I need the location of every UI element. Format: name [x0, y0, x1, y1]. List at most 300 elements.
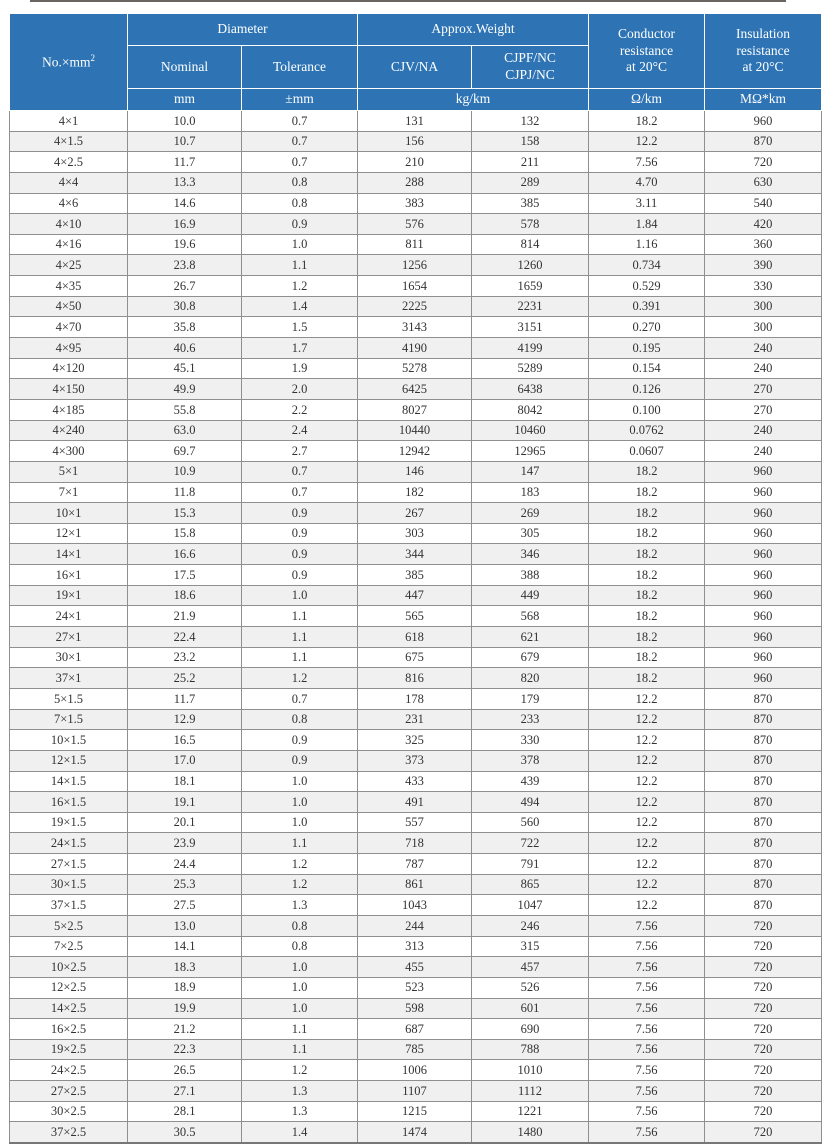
cell-conductor-resistance: 0.100 [589, 399, 705, 420]
cell-weight-cjpf-cjpj: 6438 [472, 379, 589, 400]
cell-insulation-resistance: 720 [705, 1081, 822, 1102]
table-row [10, 1039, 822, 1060]
table-row [10, 688, 822, 709]
unit-weight: kg/km [358, 89, 589, 111]
col-header-tolerance: Tolerance [242, 46, 358, 89]
cell-conductor-resistance: 7.56 [589, 1039, 705, 1060]
cell-tolerance: 0.8 [242, 172, 358, 193]
cell-weight-cjpf-cjpj: 305 [472, 523, 589, 544]
cell-weight-cjv-na: 1474 [358, 1122, 472, 1143]
cell-weight-cjpf-cjpj: 1659 [472, 276, 589, 297]
cell-tolerance: 1.1 [242, 833, 358, 854]
cell-insulation-resistance: 960 [705, 585, 822, 606]
cell-weight-cjpf-cjpj: 1221 [472, 1101, 589, 1122]
cell-nominal-diameter: 11.7 [128, 152, 242, 173]
cell-weight-cjv-na: 313 [358, 936, 472, 957]
cell-weight-cjpf-cjpj: 679 [472, 647, 589, 668]
cell-weight-cjpf-cjpj: 132 [472, 111, 589, 132]
cell-weight-cjpf-cjpj: 179 [472, 688, 589, 709]
cell-weight-cjv-na: 5278 [358, 358, 472, 379]
cell-weight-cjv-na: 6425 [358, 379, 472, 400]
cell-insulation-resistance: 960 [705, 668, 822, 689]
cell-nominal-diameter: 26.5 [128, 1060, 242, 1081]
cell-conductor-resistance: 12.2 [589, 709, 705, 730]
cell-conductor-resistance: 12.2 [589, 730, 705, 751]
cell-nominal-diameter: 23.2 [128, 647, 242, 668]
cell-tolerance: 0.9 [242, 565, 358, 586]
table-row [10, 750, 822, 771]
cell-tolerance: 1.1 [242, 1019, 358, 1040]
cell-tolerance: 1.0 [242, 977, 358, 998]
cell-weight-cjv-na: 598 [358, 998, 472, 1019]
cell-insulation-resistance: 240 [705, 338, 822, 359]
table-row [10, 1060, 822, 1081]
cell-conductor-resistance: 0.0762 [589, 420, 705, 441]
cell-weight-cjv-na: 344 [358, 544, 472, 565]
cell-conductor-resistance: 1.16 [589, 234, 705, 255]
cell-nominal-diameter: 13.3 [128, 172, 242, 193]
cell-insulation-resistance: 720 [705, 1039, 822, 1060]
cell-weight-cjv-na: 1043 [358, 895, 472, 916]
cell-tolerance: 0.8 [242, 936, 358, 957]
cell-conductor-resistance: 7.56 [589, 1060, 705, 1081]
cell-insulation-resistance: 960 [705, 523, 822, 544]
cell-weight-cjv-na: 8027 [358, 399, 472, 420]
cell-nominal-diameter: 19.1 [128, 792, 242, 813]
cell-weight-cjv-na: 687 [358, 1019, 472, 1040]
cell-weight-cjv-na: 146 [358, 461, 472, 482]
cell-size: 10×1.5 [10, 730, 128, 751]
cell-tolerance: 1.5 [242, 317, 358, 338]
cell-conductor-resistance: 7.56 [589, 1019, 705, 1040]
col-header-cjpf-cjpj [472, 46, 589, 89]
cell-size: 4×25 [10, 255, 128, 276]
cell-conductor-resistance: 12.2 [589, 874, 705, 895]
cell-weight-cjv-na: 618 [358, 627, 472, 648]
page-top-rule [30, 0, 786, 2]
cell-weight-cjpf-cjpj: 494 [472, 792, 589, 813]
cell-conductor-resistance: 0.529 [589, 276, 705, 297]
cell-weight-cjpf-cjpj: 5289 [472, 358, 589, 379]
cell-weight-cjv-na: 675 [358, 647, 472, 668]
cell-nominal-diameter: 16.9 [128, 214, 242, 235]
cell-weight-cjpf-cjpj: 346 [472, 544, 589, 565]
table-row [10, 565, 822, 586]
table-row [10, 461, 822, 482]
cell-size: 7×1.5 [10, 709, 128, 730]
cell-tolerance: 0.9 [242, 730, 358, 751]
cell-size: 4×1.5 [10, 131, 128, 152]
cell-weight-cjpf-cjpj: 246 [472, 915, 589, 936]
cell-conductor-resistance: 12.2 [589, 688, 705, 709]
cell-nominal-diameter: 28.1 [128, 1101, 242, 1122]
cell-insulation-resistance: 870 [705, 833, 822, 854]
cell-tolerance: 1.9 [242, 358, 358, 379]
col-header-nominal: Nominal [128, 46, 242, 89]
cell-weight-cjpf-cjpj: 1480 [472, 1122, 589, 1143]
table-body [10, 111, 822, 1144]
cell-weight-cjpf-cjpj: 722 [472, 833, 589, 854]
table-row [10, 317, 822, 338]
cell-weight-cjpf-cjpj: 8042 [472, 399, 589, 420]
unit-insulation: MΩ*km [705, 89, 822, 111]
cell-conductor-resistance: 7.56 [589, 1101, 705, 1122]
cell-weight-cjv-na: 12942 [358, 441, 472, 462]
cell-insulation-resistance: 960 [705, 565, 822, 586]
cell-size: 4×50 [10, 296, 128, 317]
cell-size: 4×16 [10, 234, 128, 255]
cell-weight-cjpf-cjpj: 4199 [472, 338, 589, 359]
cell-insulation-resistance: 300 [705, 317, 822, 338]
cell-insulation-resistance: 870 [705, 792, 822, 813]
cell-tolerance: 1.3 [242, 1081, 358, 1102]
cell-insulation-resistance: 960 [705, 647, 822, 668]
cell-insulation-resistance: 720 [705, 1019, 822, 1040]
table-row [10, 172, 822, 193]
cell-nominal-diameter: 22.4 [128, 627, 242, 648]
cell-conductor-resistance: 12.2 [589, 750, 705, 771]
cell-size: 10×1 [10, 503, 128, 524]
cell-weight-cjpf-cjpj: 12965 [472, 441, 589, 462]
cell-size: 30×1 [10, 647, 128, 668]
cell-insulation-resistance: 870 [705, 874, 822, 895]
cell-insulation-resistance: 960 [705, 111, 822, 132]
cell-size: 30×1.5 [10, 874, 128, 895]
cell-nominal-diameter: 69.7 [128, 441, 242, 462]
cell-conductor-resistance: 0.126 [589, 379, 705, 400]
cell-insulation-resistance: 720 [705, 152, 822, 173]
table-row [10, 854, 822, 875]
cell-conductor-resistance: 18.2 [589, 523, 705, 544]
cell-size: 4×6 [10, 193, 128, 214]
cell-weight-cjpf-cjpj: 183 [472, 482, 589, 503]
cell-conductor-resistance: 18.2 [589, 647, 705, 668]
cell-conductor-resistance: 12.2 [589, 812, 705, 833]
col-header-conductor-resistance [589, 14, 705, 89]
table-row [10, 998, 822, 1019]
cjpf-header-line-1: CJPF/NC [504, 50, 556, 66]
cell-conductor-resistance: 12.2 [589, 771, 705, 792]
cell-size: 27×1.5 [10, 854, 128, 875]
cell-tolerance: 1.0 [242, 771, 358, 792]
cell-insulation-resistance: 960 [705, 461, 822, 482]
cell-nominal-diameter: 24.4 [128, 854, 242, 875]
cell-insulation-resistance: 960 [705, 606, 822, 627]
cell-tolerance: 0.7 [242, 482, 358, 503]
cell-nominal-diameter: 30.5 [128, 1122, 242, 1143]
cell-size: 4×95 [10, 338, 128, 359]
table-row [10, 606, 822, 627]
cell-weight-cjv-na: 1215 [358, 1101, 472, 1122]
cell-tolerance: 1.1 [242, 1039, 358, 1060]
cell-tolerance: 0.7 [242, 688, 358, 709]
cell-tolerance: 1.1 [242, 627, 358, 648]
cell-conductor-resistance: 18.2 [589, 111, 705, 132]
cell-size: 4×240 [10, 420, 128, 441]
conductor-header-line-2: resistance [619, 42, 674, 58]
cell-tolerance: 0.9 [242, 544, 358, 565]
cell-tolerance: 1.0 [242, 792, 358, 813]
table-header [10, 14, 822, 111]
cell-nominal-diameter: 22.3 [128, 1039, 242, 1060]
cell-nominal-diameter: 19.9 [128, 998, 242, 1019]
cell-size: 10×2.5 [10, 957, 128, 978]
table-row [10, 792, 822, 813]
cell-weight-cjpf-cjpj: 457 [472, 957, 589, 978]
cell-weight-cjpf-cjpj: 211 [472, 152, 589, 173]
cell-tolerance: 0.8 [242, 709, 358, 730]
cell-tolerance: 0.9 [242, 523, 358, 544]
unit-nominal: mm [128, 89, 242, 111]
cell-conductor-resistance: 18.2 [589, 668, 705, 689]
cell-weight-cjpf-cjpj: 439 [472, 771, 589, 792]
cell-size: 24×2.5 [10, 1060, 128, 1081]
cell-size: 27×1 [10, 627, 128, 648]
cell-conductor-resistance: 0.391 [589, 296, 705, 317]
header-row-units [10, 89, 822, 111]
cell-conductor-resistance: 7.56 [589, 1122, 705, 1143]
cell-tolerance: 1.2 [242, 854, 358, 875]
cell-weight-cjpf-cjpj: 289 [472, 172, 589, 193]
cell-conductor-resistance: 0.154 [589, 358, 705, 379]
cell-tolerance: 1.7 [242, 338, 358, 359]
cell-nominal-diameter: 14.6 [128, 193, 242, 214]
cell-insulation-resistance: 870 [705, 812, 822, 833]
cell-insulation-resistance: 960 [705, 482, 822, 503]
cell-weight-cjpf-cjpj: 526 [472, 977, 589, 998]
table-row [10, 957, 822, 978]
cell-conductor-resistance: 0.734 [589, 255, 705, 276]
cell-size: 24×1.5 [10, 833, 128, 854]
cell-insulation-resistance: 960 [705, 544, 822, 565]
cell-nominal-diameter: 20.1 [128, 812, 242, 833]
cell-conductor-resistance: 7.56 [589, 915, 705, 936]
col-header-approx-weight: Approx.Weight [358, 14, 589, 46]
cell-conductor-resistance: 3.11 [589, 193, 705, 214]
table-row [10, 709, 822, 730]
cell-nominal-diameter: 15.8 [128, 523, 242, 544]
table-row [10, 399, 822, 420]
cell-weight-cjv-na: 210 [358, 152, 472, 173]
cell-size: 14×1.5 [10, 771, 128, 792]
cell-insulation-resistance: 870 [705, 854, 822, 875]
cell-weight-cjv-na: 3143 [358, 317, 472, 338]
cell-insulation-resistance: 870 [705, 895, 822, 916]
cell-weight-cjv-na: 244 [358, 915, 472, 936]
cell-weight-cjv-na: 385 [358, 565, 472, 586]
unit-conductor: Ω/km [589, 89, 705, 111]
cell-size: 37×2.5 [10, 1122, 128, 1143]
cell-size: 14×1 [10, 544, 128, 565]
cell-tolerance: 1.0 [242, 812, 358, 833]
cell-nominal-diameter: 40.6 [128, 338, 242, 359]
cell-tolerance: 1.3 [242, 1101, 358, 1122]
cell-weight-cjpf-cjpj: 147 [472, 461, 589, 482]
cell-size: 16×1 [10, 565, 128, 586]
table-row [10, 296, 822, 317]
cell-insulation-resistance: 270 [705, 399, 822, 420]
cell-weight-cjv-na: 2225 [358, 296, 472, 317]
cell-weight-cjv-na: 491 [358, 792, 472, 813]
table-row [10, 1019, 822, 1040]
cell-weight-cjpf-cjpj: 158 [472, 131, 589, 152]
cell-weight-cjv-na: 10440 [358, 420, 472, 441]
cell-conductor-resistance: 18.2 [589, 585, 705, 606]
cell-weight-cjv-na: 4190 [358, 338, 472, 359]
cell-weight-cjpf-cjpj: 385 [472, 193, 589, 214]
cell-weight-cjv-na: 433 [358, 771, 472, 792]
table-row [10, 482, 822, 503]
cell-nominal-diameter: 15.3 [128, 503, 242, 524]
cell-weight-cjv-na: 288 [358, 172, 472, 193]
cell-weight-cjpf-cjpj: 568 [472, 606, 589, 627]
table-row [10, 441, 822, 462]
cell-weight-cjv-na: 811 [358, 234, 472, 255]
cell-insulation-resistance: 420 [705, 214, 822, 235]
cell-conductor-resistance: 4.70 [589, 172, 705, 193]
cell-insulation-resistance: 720 [705, 957, 822, 978]
cjpf-header-line-2: CJPJ/NC [505, 67, 555, 82]
cell-insulation-resistance: 300 [705, 296, 822, 317]
cell-nominal-diameter: 30.8 [128, 296, 242, 317]
cell-weight-cjv-na: 1006 [358, 1060, 472, 1081]
cell-nominal-diameter: 27.1 [128, 1081, 242, 1102]
cell-conductor-resistance: 7.56 [589, 998, 705, 1019]
cell-nominal-diameter: 21.2 [128, 1019, 242, 1040]
cell-nominal-diameter: 26.7 [128, 276, 242, 297]
cell-conductor-resistance: 7.56 [589, 977, 705, 998]
cell-size: 4×185 [10, 399, 128, 420]
cell-weight-cjv-na: 383 [358, 193, 472, 214]
table-row [10, 111, 822, 132]
cell-weight-cjpf-cjpj: 330 [472, 730, 589, 751]
cell-weight-cjpf-cjpj: 621 [472, 627, 589, 648]
cell-weight-cjpf-cjpj: 315 [472, 936, 589, 957]
cell-tolerance: 0.7 [242, 111, 358, 132]
cell-nominal-diameter: 14.1 [128, 936, 242, 957]
cell-tolerance: 1.0 [242, 234, 358, 255]
cell-weight-cjpf-cjpj: 1010 [472, 1060, 589, 1081]
table-row [10, 276, 822, 297]
cell-tolerance: 1.1 [242, 647, 358, 668]
cell-nominal-diameter: 10.9 [128, 461, 242, 482]
cable-spec-table [9, 13, 822, 1144]
cell-size: 5×1.5 [10, 688, 128, 709]
cell-insulation-resistance: 360 [705, 234, 822, 255]
table-row [10, 379, 822, 400]
cell-conductor-resistance: 12.2 [589, 854, 705, 875]
cell-size: 4×150 [10, 379, 128, 400]
cell-conductor-resistance: 7.56 [589, 152, 705, 173]
cell-nominal-diameter: 19.6 [128, 234, 242, 255]
cell-nominal-diameter: 21.9 [128, 606, 242, 627]
cell-insulation-resistance: 870 [705, 771, 822, 792]
col-header-insulation-resistance [705, 14, 822, 89]
cell-size: 4×10 [10, 214, 128, 235]
cell-insulation-resistance: 240 [705, 441, 822, 462]
table-row [10, 915, 822, 936]
cell-size: 19×2.5 [10, 1039, 128, 1060]
cell-insulation-resistance: 540 [705, 193, 822, 214]
cell-size: 19×1.5 [10, 812, 128, 833]
cell-insulation-resistance: 720 [705, 936, 822, 957]
conductor-header-line-1: Conductor [618, 25, 676, 41]
table-row [10, 771, 822, 792]
cell-weight-cjv-na: 1107 [358, 1081, 472, 1102]
insulation-header-line-2: resistance [736, 42, 790, 58]
cell-weight-cjpf-cjpj: 2231 [472, 296, 589, 317]
cell-tolerance: 0.9 [242, 503, 358, 524]
cell-weight-cjv-na: 718 [358, 833, 472, 854]
cell-insulation-resistance: 720 [705, 1101, 822, 1122]
cell-conductor-resistance: 0.0607 [589, 441, 705, 462]
cell-size: 7×2.5 [10, 936, 128, 957]
cell-size: 4×2.5 [10, 152, 128, 173]
cell-conductor-resistance: 18.2 [589, 565, 705, 586]
cell-weight-cjpf-cjpj: 865 [472, 874, 589, 895]
cell-insulation-resistance: 960 [705, 627, 822, 648]
cell-size: 37×1 [10, 668, 128, 689]
table-row [10, 730, 822, 751]
cell-conductor-resistance: 1.84 [589, 214, 705, 235]
col-header-diameter: Diameter [128, 14, 358, 46]
cell-size: 5×1 [10, 461, 128, 482]
cell-nominal-diameter: 35.8 [128, 317, 242, 338]
cell-insulation-resistance: 870 [705, 750, 822, 771]
cell-nominal-diameter: 49.9 [128, 379, 242, 400]
cell-weight-cjv-na: 267 [358, 503, 472, 524]
cell-conductor-resistance: 7.56 [589, 957, 705, 978]
table-row [10, 585, 822, 606]
cell-weight-cjv-na: 861 [358, 874, 472, 895]
cell-nominal-diameter: 18.3 [128, 957, 242, 978]
cell-conductor-resistance: 12.2 [589, 895, 705, 916]
cell-weight-cjpf-cjpj: 1260 [472, 255, 589, 276]
cell-tolerance: 1.2 [242, 1060, 358, 1081]
cell-size: 4×4 [10, 172, 128, 193]
cell-nominal-diameter: 13.0 [128, 915, 242, 936]
table-row [10, 544, 822, 565]
cell-insulation-resistance: 720 [705, 1122, 822, 1143]
cell-weight-cjpf-cjpj: 690 [472, 1019, 589, 1040]
cell-insulation-resistance: 720 [705, 915, 822, 936]
cell-weight-cjpf-cjpj: 560 [472, 812, 589, 833]
cell-size: 4×300 [10, 441, 128, 462]
cell-size: 4×120 [10, 358, 128, 379]
cell-tolerance: 0.9 [242, 750, 358, 771]
cell-tolerance: 2.0 [242, 379, 358, 400]
table-row [10, 358, 822, 379]
cell-tolerance: 2.7 [242, 441, 358, 462]
table-row [10, 895, 822, 916]
cell-nominal-diameter: 16.5 [128, 730, 242, 751]
cell-conductor-resistance: 18.2 [589, 461, 705, 482]
cell-weight-cjpf-cjpj: 791 [472, 854, 589, 875]
cell-nominal-diameter: 18.1 [128, 771, 242, 792]
cell-conductor-resistance: 0.195 [589, 338, 705, 359]
cell-size: 14×2.5 [10, 998, 128, 1019]
table-row [10, 1081, 822, 1102]
cell-nominal-diameter: 12.9 [128, 709, 242, 730]
cell-tolerance: 1.4 [242, 296, 358, 317]
cell-insulation-resistance: 870 [705, 688, 822, 709]
cell-weight-cjv-na: 325 [358, 730, 472, 751]
cell-weight-cjv-na: 447 [358, 585, 472, 606]
unit-tolerance: ±mm [242, 89, 358, 111]
cell-conductor-resistance: 12.2 [589, 833, 705, 854]
table-row [10, 523, 822, 544]
cell-weight-cjv-na: 787 [358, 854, 472, 875]
